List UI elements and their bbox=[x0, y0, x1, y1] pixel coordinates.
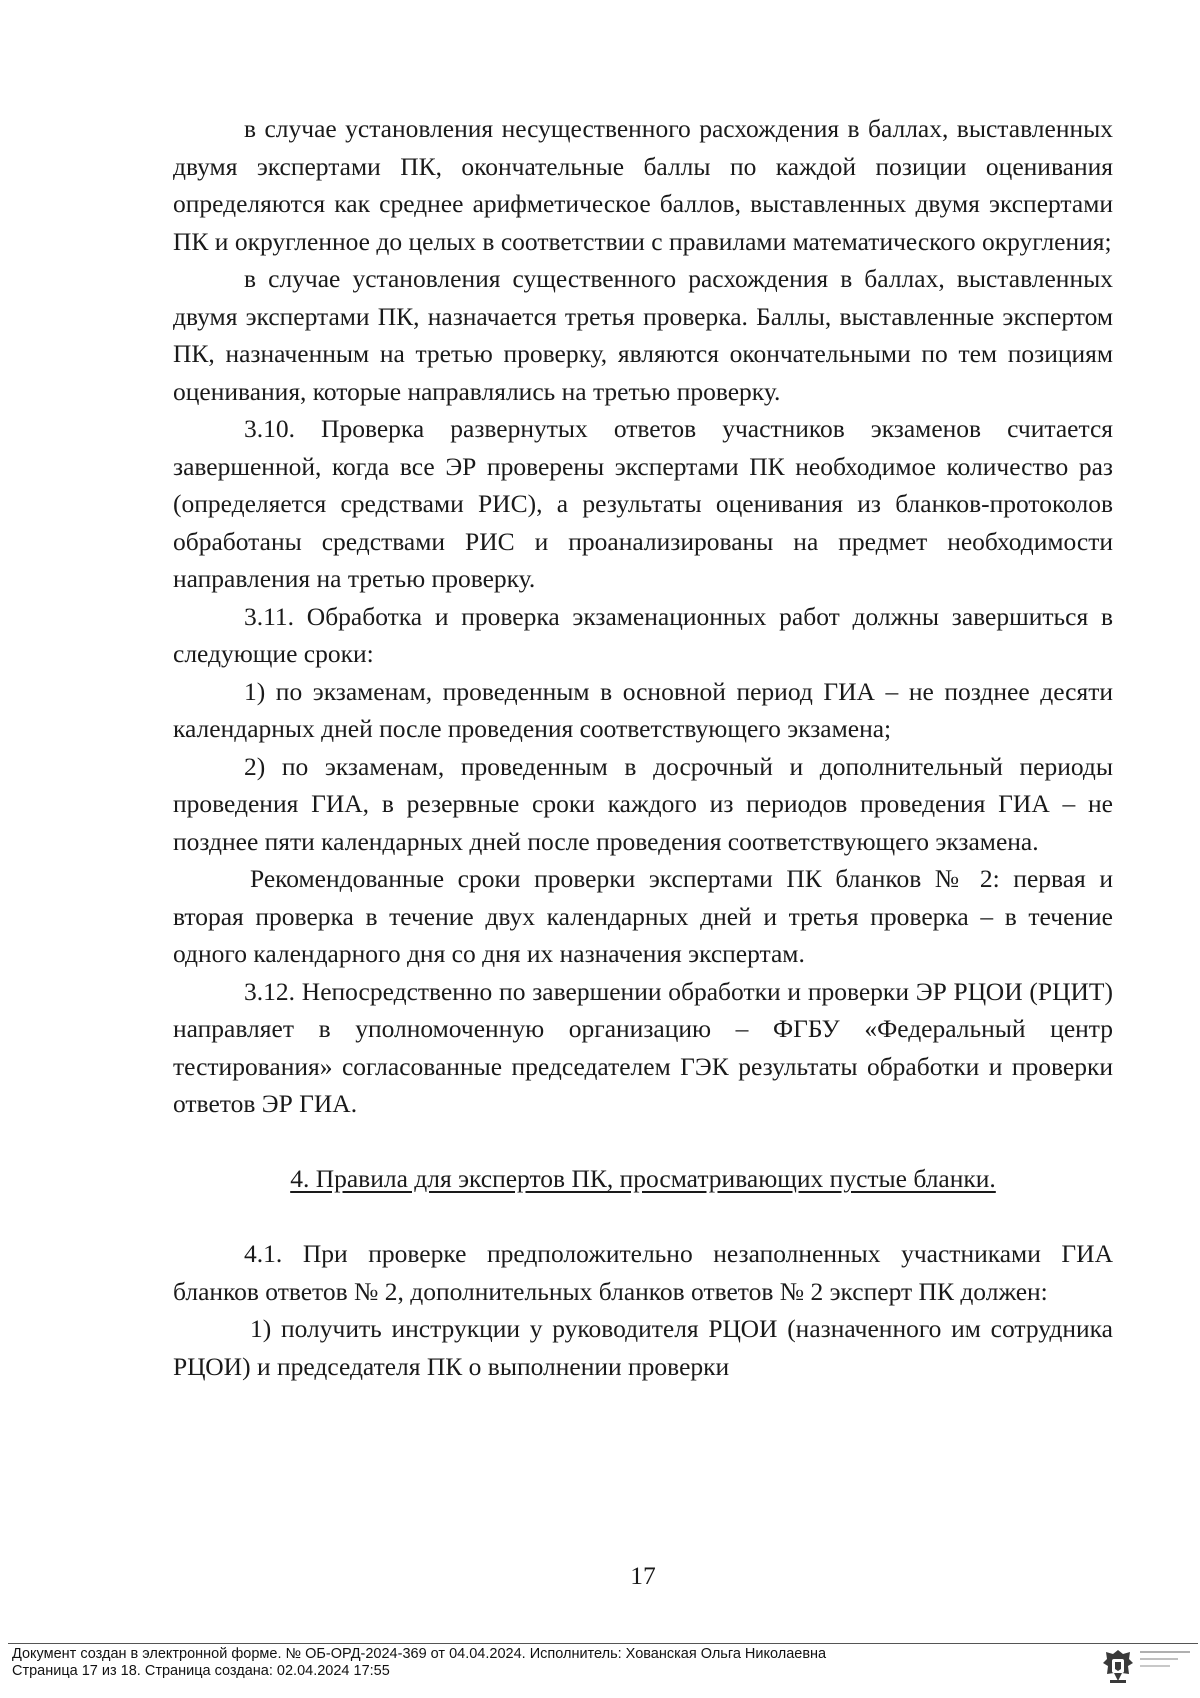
paragraph-major-discrepancy: в случае установления существенного расхождения в баллах, выставленных двумя экспертами ПК, назначается третья проверка. Баллы, выставленные экспертом ПК, назначенным на третью проверку, являются окончательными по тем позициям оценивания, которые направлялись на третью проверку. bbox=[173, 264, 1113, 406]
paragraph-3-12: 3.12. Непосредственно по завершении обработки и проверки ЭР РЦОИ (РЦИТ) направляет в уполномоченную организацию – ФГБУ «Федеральный центр тестирования» согласованные председателем ГЭК результаты обработки и проверки ответов ЭР ГИА. bbox=[173, 976, 1113, 1118]
paragraph-4-1-item-1: 1) получить инструкции у руководителя РЦОИ (назначенного им сотрудника РЦОИ) и председателя ПК о выполнении проверки bbox=[173, 1314, 1113, 1381]
document-footer bbox=[12, 1646, 826, 1680]
coat-of-arms-icon bbox=[1100, 1647, 1136, 1687]
paragraph-3-10: 3.10. Проверка развернутых ответов участников экзаменов считается завершенной, когда все ЭР проверены экспертами ПК необходимое количество раз (определяется средствами РИС), а результаты оценивания из бланков-протоколов обработаны средствами РИС и проанализированы на предмет необходимости направления на третью проверку. bbox=[173, 414, 1113, 593]
section-heading-4: 4. Правила для экспертов ПК, просматривающих пустые бланки. bbox=[290, 1163, 996, 1193]
footer-line-document-info: Документ создан в электронной форме. № ОБ-ОРД-2024-369 от 04.04.2024. Исполнитель: Хованская Ольга Николаевна bbox=[12, 1646, 827, 1662]
document-body bbox=[173, 110, 1113, 1385]
footer-emblem-caption bbox=[1140, 1649, 1196, 1680]
paragraph-recommended-terms: Рекомендованные сроки проверки экспертами ПК бланков № 2: первая и вторая проверка в течение двух календарных дней и третья проверка – в течение одного календарного дня со дня их назначения экспертам. bbox=[173, 864, 1113, 968]
paragraph-3-11: 3.11. Обработка и проверка экзаменационных работ должны завершиться в следующие сроки: bbox=[173, 601, 1113, 668]
paragraph-minor-discrepancy: в случае установления несущественного расхождения в баллах, выставленных двумя экспертами ПК, окончательные баллы по каждой позиции оценивания определяются как среднее арифметическое баллов, выставленных двумя экспертами ПК и округленное до целых в соответствии с правилами математического округления; bbox=[173, 114, 1113, 256]
paragraph-deadline-2: 2) по экзаменам, проведенным в досрочный и дополнительный периоды проведения ГИА, в резервные сроки каждого из периодов проведения ГИА – не позднее пяти календарных дней после проведения соответствующего экзамена. bbox=[173, 751, 1113, 856]
paragraph-4-1: 4.1. При проверке предположительно незаполненных участниками ГИА бланков ответов № 2, дополнительных бланков ответов № 2 эксперт ПК должен: bbox=[173, 1239, 1113, 1306]
paragraph-deadline-1: 1) по экзаменам, проведенным в основной период ГИА – не позднее десяти календарных дней после проведения соответствующего экзамена; bbox=[173, 676, 1113, 743]
footer-line-page-info: Страница 17 из 18. Страница создана: 02.04.2024 17:55 bbox=[12, 1663, 390, 1679]
footer-divider bbox=[8, 1643, 1198, 1644]
page-number: 17 bbox=[630, 1561, 656, 1590]
emblem-caption-lines bbox=[1140, 1649, 1196, 1677]
